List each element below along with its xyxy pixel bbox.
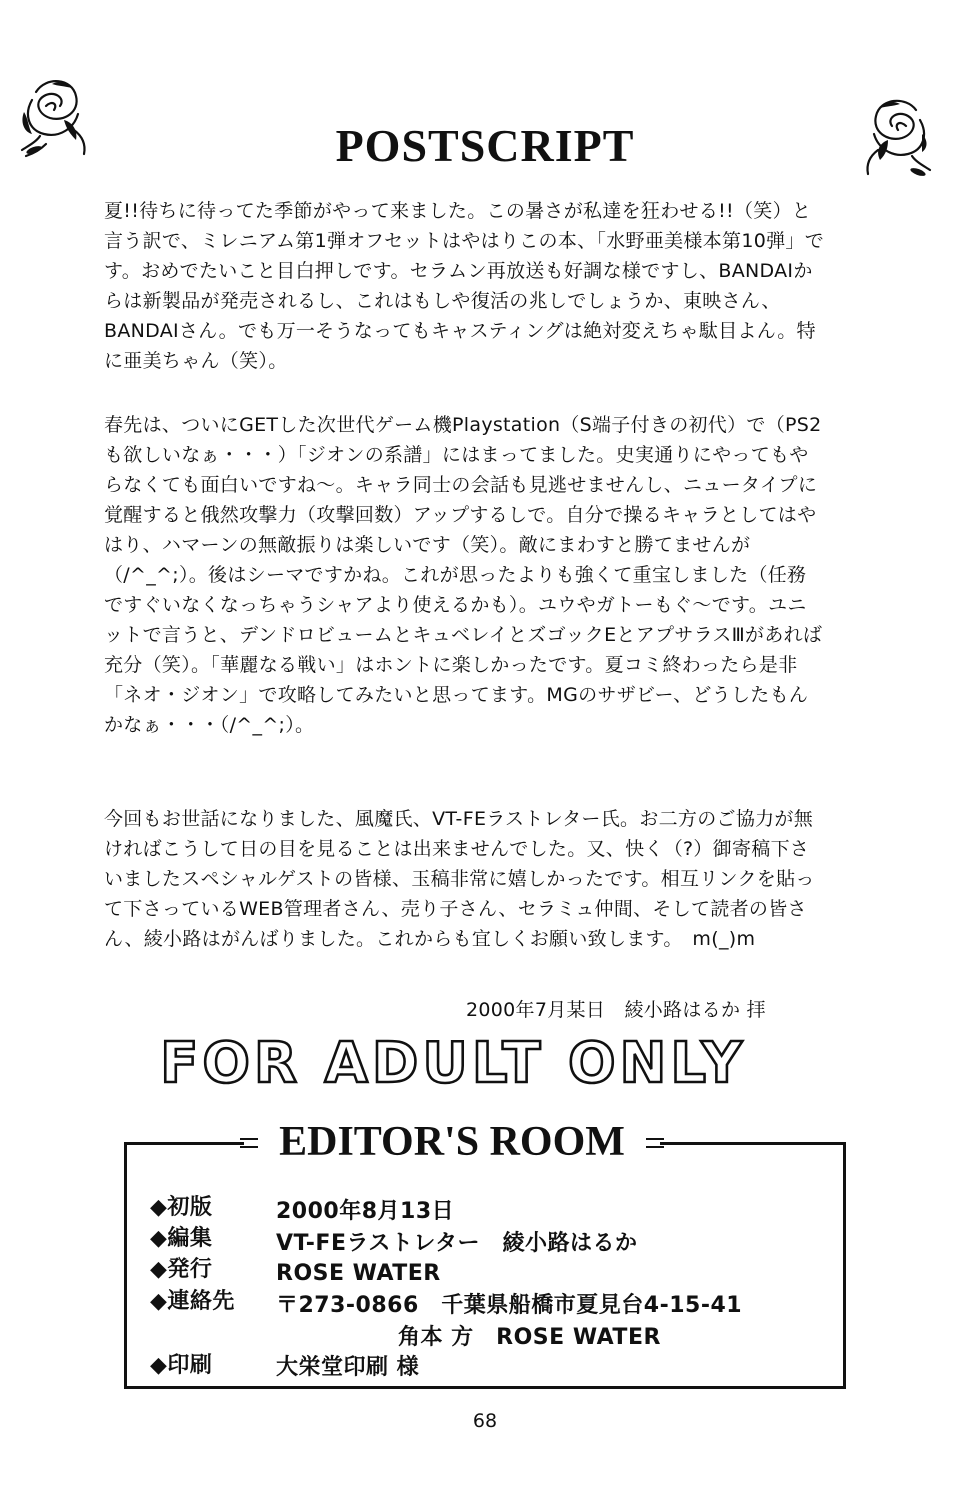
signature: 2000年7月某日 綾小路はるか 拝 — [466, 999, 766, 1021]
info-value-publisher: ROSE WATER — [276, 1261, 441, 1286]
adult-only-text: FOR ADULT ONLY — [160, 1031, 746, 1096]
page-title: POSTSCRIPT — [335, 119, 635, 171]
info-label-contact: ◆連絡先 — [150, 1289, 235, 1314]
info-label-editor: ◆編集 — [150, 1226, 213, 1251]
info-label-publisher: ◆発行 — [150, 1257, 213, 1282]
page-number: 68 — [472, 1410, 498, 1432]
info-value-first-edition: 2000年8月13日 — [276, 1199, 455, 1224]
info-label-printer: ◆印刷 — [150, 1353, 213, 1378]
info-value-contact-address: 〒273-0866 千葉県船橋市夏見台4-15-41 — [276, 1293, 743, 1318]
info-value-editor: VT-FEラストレター 綾小路はるか — [276, 1231, 638, 1256]
info-value-printer: 大栄堂印刷 様 — [276, 1355, 420, 1380]
adult-only-notice — [160, 1024, 746, 1096]
paragraph-summer: 夏!!待ちに待ってた季節がやって来ました。この暑さが私達を狂わせる!!（笑）と言う訳で、ミレニアム第1弾オフセットはやはりこの本、「水野亜美様本第10弾」です。おめでたいこと目白押しです。セラムン再放送も好調な様ですし、BANDAIからは新製品が発売されるし、これはもしや復活の兆しでしょうか、東映さん、BANDAIさん。でも万一そうなってもキャスティングは絶対変えちゃ駄目よん。特に亜美ちゃん（笑）。 — [104, 200, 824, 372]
rose-icon — [858, 90, 936, 180]
info-label-first-edition: ◆初版 — [150, 1195, 213, 1220]
paragraph-spring-game: 春先は、ついにGETした次世代ゲーム機Playstation（S端子付きの初代）で（PS2も欲しいなぁ・・・）「ジオンの系譜」にはまってました。史実通りにやってもやらなくても面白いですね～。キャラ同士の会話も見逃せませんし、ニュータイプに覚醒すると俄然攻撃力（攻撃回数）アップするしで。自分で操るキャラとしてはやはり、ハマーンの無敵振りは楽しいです（笑）。敵にまわすと勝てませんが（/^_^;）。後はシーマですかね。これが思ったよりも強くて重宝しました（任務ですぐいなくなっちゃうシャアより使えるかも）。ユウやガトーもぐ～です。ユニットで言うと、デンドロビュームとキュベレイとズゴックEとアプサラスⅢがあれば充分（笑）。「華麗なる戦い」はホントに楽しかったです。夏コミ終わったら是非「ネオ・ジオン」で攻略してみたいと思ってます。MGのサザビー、どうしたもんかなぁ・・・（/^_^;）。 — [104, 414, 823, 736]
info-value-contact-name: 角本 方 ROSE WATER — [398, 1325, 661, 1350]
editor-room-title: EDITOR'S ROOM — [244, 1116, 660, 1168]
paragraph-thanks: 今回もお世話になりました、風魔氏、VT-FEラストレター氏。お二方のご協力が無ければこうして日の目を見ることは出来ませんでした。又、快く（?）御寄稿下さいましたスペシャルゲストの皆様、玉稿非常に嬉しかったです。相互リンクを貼って下さっているWEB管理者さん、売り子さん、セラミュ仲間、そして読者の皆さん、綾小路はがんばりました。これからも宜しくお願い致します。 m(_)m — [104, 808, 815, 950]
